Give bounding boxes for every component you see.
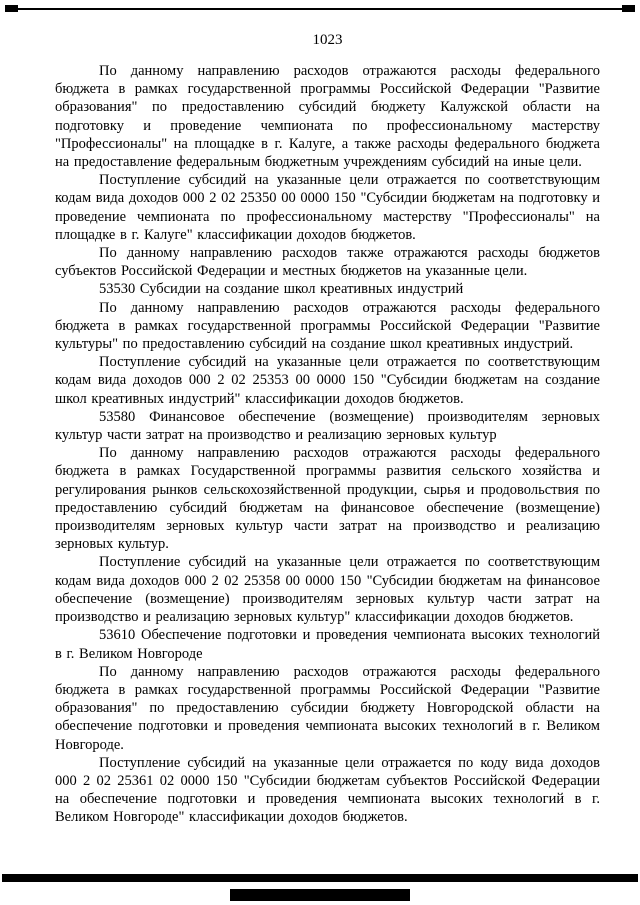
paragraph: Поступление субсидий на указанные цели отражается по соответствующим кодам вида доходов 000 2 02 25350 00 0000 150 "Субсидии бюджетам на подготовку и проведение чемпионата по профессиональному мастерству "Профессионалы" на площадке в г. Калуге" классификации доходов бюджетов. bbox=[55, 172, 600, 243]
scan-artifact-top-right bbox=[622, 5, 635, 12]
page-number: 1023 bbox=[312, 32, 343, 48]
code-heading: 53580 Финансовое обеспечение (возмещение) производителям зерновых культур части затрат на производство и реализацию зерновых культур bbox=[55, 408, 600, 444]
paragraph: Поступление субсидий на указанные цели отражается по коду вида доходов 000 2 02 25361 02 0000 150 "Субсидии бюджетам субъектов Российской Федерации на обеспечение подготовки и проведения чемпионата высоких технологий в г. Великом Новгороде" классификации доходов бюджетов. bbox=[55, 754, 600, 826]
code-heading: 53610 Обеспечение подготовки и проведения чемпионата высоких технологий в г. Великом Новгороде bbox=[55, 627, 600, 662]
paragraph: Поступление субсидий на указанные цели отражается по соответствующим кодам вида доходов 000 2 02 25358 00 0000 150 "Субсидии бюджетам на финансовое обеспечение (возмещение) производителям зерновых культур части затрат на производство и реализацию зерновых культур" классификации доходов бюджетов. bbox=[55, 554, 600, 626]
code-heading: 53530 Субсидии на создание школ креативных индустрий bbox=[99, 281, 464, 298]
scan-artifact-bottom-center bbox=[230, 889, 410, 901]
scan-artifact-top-line bbox=[8, 8, 632, 10]
scan-artifact-top-left bbox=[5, 5, 18, 12]
scan-artifact-bottom-bar bbox=[2, 874, 638, 882]
page-content bbox=[55, 32, 600, 827]
paragraph: По данному направлению расходов отражаются расходы федерального бюджета в рамках государственной программы Российской Федерации "Развитие образования" по предоставлению субсидии бюджету Новгородской области на обеспечение подготовки и проведения чемпионата высоких технологий в г. Великом Новгороде. bbox=[55, 663, 600, 753]
paragraph: По данному направлению расходов отражаются расходы федерального бюджета в рамках государственной программы Российской Федерации "Развитие культуры" по предоставлению субсидий на создание школ креативных индустрий. bbox=[55, 299, 600, 353]
paragraph: По данному направлению расходов также отражаются расходы бюджетов субъектов Российской Федерации и местных бюджетов на указанные цели. bbox=[55, 245, 600, 280]
paragraph: По данному направлению расходов отражаются расходы федерального бюджета в рамках государственной программы Российской Федерации "Развитие образования" по предоставлению субсидий бюджету Калужской области на подготовку и проведение чемпионата по профессиональному мастерству "Профессионалы" на площадке в г. Калуге, а также расходы федерального бюджета на предоставление федеральным бюджетным учреждениям субсидий на иные цели. bbox=[55, 63, 600, 171]
paragraph: Поступление субсидий на указанные цели отражается по соответствующим кодам вида доходов 000 2 02 25353 00 0000 150 "Субсидии бюджетам на создание школ креативных индустрий" классификации доходов бюджетов. bbox=[55, 354, 600, 407]
paragraph: По данному направлению расходов отражаются расходы федерального бюджета в рамках Государственной программы развития сельского хозяйства и регулирования рынков сельскохозяйственной продукции, сырья и продовольствия по предоставлению субсидий бюджетам на финансовое обеспечение (возмещение) производителям зерновых культур части затрат на производство и реализацию зерновых культур. bbox=[55, 445, 600, 553]
